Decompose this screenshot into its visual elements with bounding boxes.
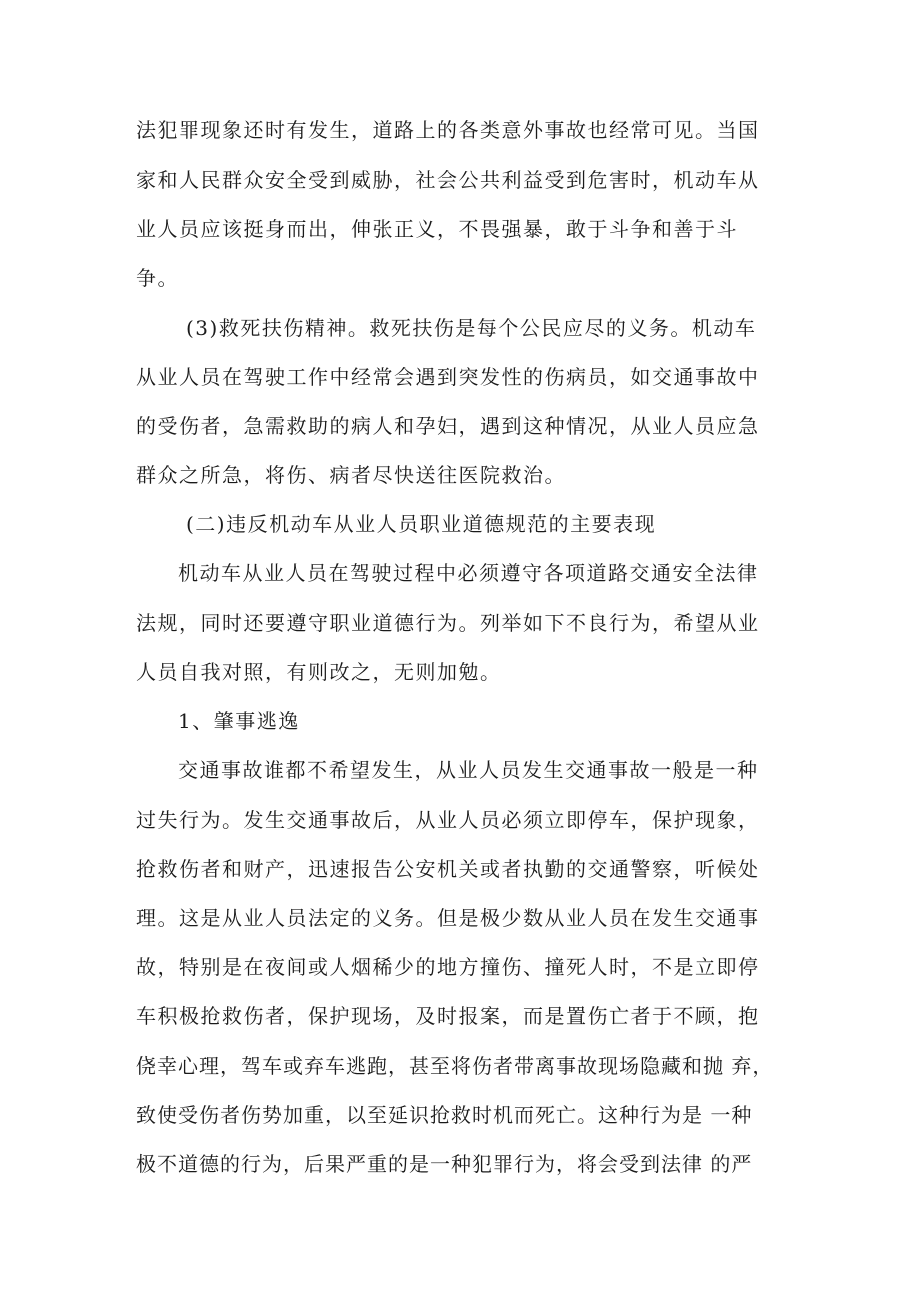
text-line: 从业人员在驾驶工作中经常会遇到突发性的伤病员，如交通事故中 <box>136 365 760 389</box>
text-line: 过失行为。发生交通事故后，从业人员必须立即停车，保护现象， <box>136 808 760 832</box>
text-line: 交通事故谁都不希望发生，从业人员发生交通事故一般是一种 <box>178 758 759 782</box>
text-line: 业人员应该挺身而出，伸张正义，不畏强暴，敢于斗争和善于斗 <box>136 217 738 241</box>
text-line: 侥幸心理，驾车或弃车逃跑，甚至将伤者带离事故现场隐藏和抛 弃， <box>136 1054 774 1078</box>
text-line: 致使受伤者伤势加重，以至延识抢救时机而死亡。这种行为是 一种 <box>136 1103 753 1127</box>
text-line: 群众之所急，将伤、病者尽快送往医院救治。 <box>136 463 566 487</box>
text-line: 法规，同时还要遵守职业道德行为。列举如下不良行为，希望从业 <box>136 611 760 635</box>
text-line: 车积极抢救伤者，保护现场，及时报案，而是置伤亡者于不顾，抱 <box>136 1004 760 1028</box>
text-line: 理。这是从业人员法定的义务。但是极少数从业人员在发生交通事 <box>136 906 760 930</box>
text-line: 机动车从业人员在驾驶过程中必须遵守各项道路交通安全法律 <box>178 561 759 585</box>
subsection-heading: 1、肇事逃逸 <box>178 709 300 733</box>
section-heading: (二)违反机动车从业人员职业道德规范的主要表现 <box>186 512 657 536</box>
text-line: (3)救死扶伤精神。救死扶伤是每个公民应尽的义务。机动车 <box>186 316 757 340</box>
text-line: 抢救伤者和财产，迅速报告公安机关或者执勤的交通警察，听候处 <box>136 857 760 881</box>
text-line: 的受伤者，急需救助的病人和孕妇，遇到这种情况，从业人员应急 <box>136 414 760 438</box>
text-line: 极不道德的行为，后果严重的是一种犯罪行为，将会受到法律 的严 <box>136 1152 753 1176</box>
text-line: 家和人民群众安全受到威胁，社会公共利益受到危害时，机动车从 <box>136 168 760 192</box>
text-line: 故，特别是在夜间或人烟稀少的地方撞伤、撞死人时，不是立即停 <box>136 955 760 979</box>
text-line: 争。 <box>136 266 179 290</box>
text-line: 人员自我对照，有则改之，无则加勉。 <box>136 660 502 684</box>
text-line: 法犯罪现象还时有发生，道路上的各类意外事故也经常可见。当国 <box>136 118 760 142</box>
